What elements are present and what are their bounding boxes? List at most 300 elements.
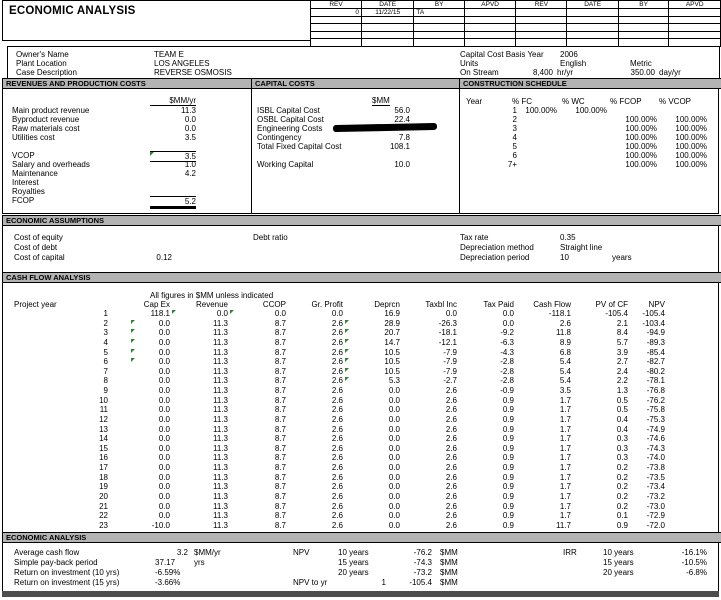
cashflow-cell[interactable]: 0.2	[616, 491, 628, 501]
cashflow-cell[interactable]: -85.4	[646, 347, 665, 357]
cashflow-cell[interactable]: -10.0	[151, 520, 170, 530]
construction-cell[interactable]: 100.00%	[625, 124, 657, 133]
cashflow-cell[interactable]: 8.7	[274, 453, 286, 463]
cashflow-cell[interactable]: 8.7	[274, 482, 286, 492]
cashflow-cell[interactable]: 0.0	[158, 482, 170, 492]
cashflow-cell[interactable]: -9.2	[500, 328, 514, 338]
cashflow-cell[interactable]: 0.0	[158, 376, 170, 386]
cashflow-cell[interactable]: 2.6	[445, 501, 457, 511]
cashflow-cell[interactable]: 11.3	[213, 386, 228, 396]
rev-cell[interactable]	[618, 24, 669, 31]
rev-cell[interactable]	[516, 17, 567, 24]
cashflow-cell[interactable]: 8.7	[274, 443, 286, 453]
npv-to-yr-value[interactable]: -105.4	[409, 578, 432, 587]
cashflow-cell[interactable]: 2.6	[331, 434, 343, 444]
cashflow-cell[interactable]: 1.3	[616, 386, 628, 396]
cashflow-cell[interactable]: 11.3	[213, 376, 228, 386]
cashflow-cell[interactable]: 8.7	[274, 357, 286, 367]
cashflow-cell[interactable]: 0.0	[158, 424, 170, 434]
cashflow-cell[interactable]: 0.0	[502, 309, 514, 318]
cashflow-cell[interactable]: 2.6	[331, 357, 343, 367]
rev-cell[interactable]: 0	[311, 9, 362, 17]
cashflow-cell[interactable]: 0.0	[158, 434, 170, 444]
construction-cell[interactable]: 6	[512, 151, 517, 160]
cashflow-cell[interactable]: 8.7	[274, 328, 286, 338]
cashflow-cell[interactable]: 0.0	[158, 472, 170, 482]
tax-rate-value[interactable]: 0.35	[560, 233, 576, 242]
rev-cell[interactable]	[414, 31, 465, 38]
cashflow-cell[interactable]: 118.1	[150, 309, 170, 318]
cashflow-cell[interactable]: 2.6	[331, 347, 343, 357]
cashflow-cell[interactable]: -74.6	[646, 434, 665, 444]
cashflow-cell[interactable]: 1.7	[559, 443, 571, 453]
economic-metric-value[interactable]: -3.66%	[155, 578, 181, 587]
cashflow-cell[interactable]: 0.0	[388, 414, 400, 424]
cashflow-cell[interactable]: 1.7	[559, 414, 571, 424]
revision-table[interactable]	[310, 0, 721, 47]
cashflow-cell[interactable]: 0.3	[616, 434, 628, 444]
revenues-row-value[interactable]: 4.2	[184, 169, 196, 178]
cashflow-cell[interactable]: 1.7	[559, 453, 571, 463]
cashflow-year[interactable]: 7	[103, 366, 108, 376]
cashflow-cell[interactable]: 1.7	[559, 424, 571, 434]
cashflow-cell[interactable]: 2.6	[445, 414, 457, 424]
cashflow-cell[interactable]: 0.0	[274, 309, 286, 318]
cashflow-cell[interactable]: 11.7	[556, 520, 571, 530]
cashflow-cell[interactable]: -73.2	[646, 491, 665, 501]
cashflow-cell[interactable]: 2.6	[445, 424, 457, 434]
cashflow-cell[interactable]: 0.9	[502, 491, 514, 501]
cashflow-cell[interactable]: 8.7	[274, 424, 286, 434]
cashflow-cell[interactable]: 8.4	[616, 328, 628, 338]
cashflow-cell[interactable]: 2.6	[331, 366, 343, 376]
cashflow-cell[interactable]: 2.6	[331, 453, 343, 463]
rev-cell[interactable]	[567, 24, 618, 31]
construction-cell[interactable]: 100.00%	[625, 142, 657, 151]
case-description-value[interactable]: REVERSE OSMOSIS	[154, 68, 232, 77]
cashflow-cell[interactable]: 2.6	[445, 482, 457, 492]
cashflow-cell[interactable]: 0.0	[158, 414, 170, 424]
cashflow-cell[interactable]: 0.0	[331, 309, 343, 318]
cashflow-cell[interactable]: 0.0	[158, 405, 170, 415]
cashflow-year[interactable]: 19	[99, 482, 108, 492]
cashflow-cell[interactable]: 8.7	[274, 337, 286, 347]
on-stream-days[interactable]: 350.00	[630, 68, 655, 77]
depreciation-period-value[interactable]: 10	[560, 253, 569, 262]
cashflow-cell[interactable]: 0.0	[388, 501, 400, 511]
cashflow-cell[interactable]: 8.7	[274, 395, 286, 405]
cashflow-cell[interactable]: 2.6	[331, 328, 343, 338]
rev-cell[interactable]: TA	[414, 9, 465, 17]
cashflow-cell[interactable]: 0.9	[616, 520, 628, 530]
revenues-row-value[interactable]: 1.0	[184, 160, 196, 169]
cashflow-cell[interactable]: 8.7	[274, 376, 286, 386]
cashflow-cell[interactable]: 11.3	[213, 328, 228, 338]
cashflow-cell[interactable]: -78.1	[646, 376, 665, 386]
cashflow-cell[interactable]: -89.3	[646, 337, 665, 347]
cashflow-cell[interactable]: 0.3	[616, 453, 628, 463]
cashflow-cell[interactable]: -74.9	[646, 424, 665, 434]
cashflow-cell[interactable]: -2.8	[500, 366, 514, 376]
cashflow-cell[interactable]: -7.9	[443, 357, 457, 367]
rev-cell[interactable]	[464, 17, 516, 24]
cashflow-cell[interactable]: 1.7	[559, 472, 571, 482]
rev-cell[interactable]	[464, 39, 516, 46]
cashflow-cell[interactable]: 1.7	[559, 395, 571, 405]
cashflow-cell[interactable]: -94.9	[646, 328, 665, 338]
cashflow-cell[interactable]: 0.0	[158, 366, 170, 376]
cashflow-cell[interactable]: 2.6	[445, 443, 457, 453]
rev-cell[interactable]	[516, 24, 567, 31]
rev-cell[interactable]	[464, 31, 516, 38]
cashflow-cell[interactable]: 11.3	[213, 395, 228, 405]
cashflow-cell[interactable]: 2.6	[331, 395, 343, 405]
rev-cell[interactable]	[516, 39, 567, 46]
cashflow-cell[interactable]: 0.9	[502, 482, 514, 492]
cashflow-cell[interactable]: 0.0	[158, 318, 170, 328]
cashflow-year[interactable]: 11	[99, 405, 108, 415]
revenues-row-value[interactable]: 11.3	[181, 106, 196, 115]
rev-cell[interactable]	[414, 39, 465, 46]
cashflow-cell[interactable]: 5.4	[559, 376, 571, 386]
cashflow-cell[interactable]: 0.0	[158, 395, 170, 405]
economic-metric-value[interactable]: -6.59%	[155, 568, 181, 577]
cashflow-cell[interactable]: 8.7	[274, 434, 286, 444]
construction-cell[interactable]: 100.00%	[675, 124, 707, 133]
rev-cell[interactable]	[669, 17, 721, 24]
cashflow-cell[interactable]: 14.7	[384, 337, 400, 347]
cashflow-cell[interactable]: 0.0	[388, 405, 400, 415]
cashflow-cell[interactable]: 2.2	[616, 376, 628, 386]
rev-cell[interactable]	[618, 17, 669, 24]
npv-value-20[interactable]: -73.2	[413, 568, 432, 577]
npv-value-15[interactable]: -74.3	[413, 558, 432, 567]
owners-name-value[interactable]: TEAM E	[154, 50, 184, 59]
cashflow-cell[interactable]: 0.0	[388, 443, 400, 453]
cashflow-cell[interactable]: -74.0	[646, 453, 665, 463]
cashflow-cell[interactable]: -26.3	[438, 318, 457, 328]
cashflow-cell[interactable]: -72.9	[646, 511, 665, 521]
cashflow-cell[interactable]: 5.7	[616, 337, 628, 347]
cashflow-cell[interactable]: 0.0	[158, 337, 170, 347]
rev-cell[interactable]	[362, 39, 414, 46]
cashflow-cell[interactable]: 0.9	[502, 405, 514, 415]
cashflow-cell[interactable]: 5.4	[559, 366, 571, 376]
cashflow-cell[interactable]: 0.0	[388, 395, 400, 405]
cashflow-cell[interactable]: 3.9	[616, 347, 628, 357]
construction-cell[interactable]: 2	[512, 115, 517, 124]
cashflow-cell[interactable]: 2.6	[445, 405, 457, 415]
construction-cell[interactable]: 100.00%	[625, 133, 657, 142]
cashflow-cell[interactable]: 11.3	[213, 520, 228, 530]
cashflow-cell[interactable]: 8.7	[274, 520, 286, 530]
rev-cell[interactable]	[567, 17, 618, 24]
construction-cell[interactable]: 1	[512, 106, 517, 115]
cashflow-cell[interactable]: 1.7	[559, 482, 571, 492]
cashflow-cell[interactable]: -73.8	[646, 463, 665, 473]
cashflow-cell[interactable]: 11.3	[213, 366, 228, 376]
rev-cell[interactable]	[669, 39, 721, 46]
cashflow-cell[interactable]: -103.4	[642, 318, 665, 328]
cashflow-cell[interactable]: 2.6	[331, 463, 343, 473]
cashflow-cell[interactable]: 8.7	[274, 414, 286, 424]
cashflow-year[interactable]: 1	[103, 309, 108, 318]
rev-cell[interactable]	[362, 24, 414, 31]
cashflow-cell[interactable]: 0.9	[502, 453, 514, 463]
revenues-row-value[interactable]: 0.0	[184, 115, 196, 124]
cashflow-cell[interactable]: 0.9	[502, 472, 514, 482]
cashflow-cell[interactable]: 0.9	[502, 434, 514, 444]
cashflow-cell[interactable]: 10.5	[384, 357, 400, 367]
cashflow-year[interactable]: 10	[99, 395, 108, 405]
rev-cell[interactable]	[567, 39, 618, 46]
cashflow-cell[interactable]: 0.0	[158, 443, 170, 453]
cashflow-cell[interactable]: 8.7	[274, 491, 286, 501]
cashflow-cell[interactable]: 2.1	[616, 318, 628, 328]
rev-cell[interactable]: 11/22/15	[362, 9, 414, 17]
cashflow-cell[interactable]: 0.0	[388, 491, 400, 501]
cashflow-cell[interactable]: 0.0	[445, 309, 457, 318]
npv-value-10[interactable]: -76.2	[413, 548, 432, 557]
cashflow-cell[interactable]: 8.7	[274, 386, 286, 396]
cashflow-cell[interactable]: 2.6	[331, 424, 343, 434]
cashflow-cell[interactable]: 2.6	[331, 337, 343, 347]
economic-metric-value[interactable]: 3.2	[176, 548, 188, 557]
cashflow-cell[interactable]: -6.3	[500, 337, 514, 347]
rev-cell[interactable]	[362, 17, 414, 24]
revenues-row-value[interactable]: 0.0	[184, 124, 196, 133]
cashflow-cell[interactable]: 1.7	[559, 463, 571, 473]
cashflow-cell[interactable]: -105.4	[605, 309, 628, 318]
cashflow-year[interactable]: 13	[99, 424, 108, 434]
rev-cell[interactable]	[311, 24, 362, 31]
cashflow-cell[interactable]: 0.4	[616, 424, 628, 434]
cashflow-cell[interactable]: -75.3	[646, 414, 665, 424]
cashflow-cell[interactable]: 2.6	[445, 434, 457, 444]
cashflow-cell[interactable]: 0.0	[216, 309, 228, 318]
cashflow-year[interactable]: 15	[99, 443, 108, 453]
cashflow-cell[interactable]: -80.2	[646, 366, 665, 376]
cashflow-year[interactable]: 9	[103, 386, 108, 396]
cashflow-year[interactable]: 6	[103, 357, 108, 367]
cashflow-cell[interactable]: 8.7	[274, 347, 286, 357]
rev-cell[interactable]	[669, 24, 721, 31]
cashflow-cell[interactable]: 0.0	[158, 491, 170, 501]
cashflow-cell[interactable]: -7.9	[443, 366, 457, 376]
cashflow-cell[interactable]: 0.0	[388, 386, 400, 396]
cashflow-cell[interactable]: -7.9	[443, 347, 457, 357]
cashflow-cell[interactable]: -2.8	[500, 357, 514, 367]
cashflow-cell[interactable]: 0.5	[616, 395, 628, 405]
cashflow-year[interactable]: 3	[103, 328, 108, 338]
construction-cell[interactable]: 100.00%	[625, 160, 657, 169]
capital-row-value[interactable]: 10.0	[394, 160, 410, 169]
cashflow-cell[interactable]: -72.0	[646, 520, 665, 530]
cashflow-cell[interactable]: 0.1	[616, 511, 628, 521]
construction-cell[interactable]: 3	[512, 124, 517, 133]
cashflow-cell[interactable]: 2.6	[445, 395, 457, 405]
cashflow-cell[interactable]: 2.6	[445, 520, 457, 530]
rev-cell[interactable]	[311, 17, 362, 24]
cashflow-cell[interactable]: 16.9	[384, 309, 400, 318]
cashflow-cell[interactable]: 0.0	[388, 453, 400, 463]
cashflow-cell[interactable]: -76.2	[646, 395, 665, 405]
cashflow-cell[interactable]: 10.5	[384, 366, 400, 376]
cashflow-cell[interactable]: 2.6	[331, 520, 343, 530]
rev-cell[interactable]	[414, 17, 465, 24]
cashflow-cell[interactable]: 6.8	[559, 347, 571, 357]
cashflow-cell[interactable]: 2.6	[445, 472, 457, 482]
cashflow-cell[interactable]: 0.9	[502, 520, 514, 530]
cashflow-cell[interactable]: 0.0	[388, 511, 400, 521]
rev-cell[interactable]	[516, 31, 567, 38]
construction-cell[interactable]: 100.00%	[675, 115, 707, 124]
cashflow-cell[interactable]: -74.3	[646, 443, 665, 453]
construction-cell[interactable]: 7+	[507, 160, 517, 169]
cashflow-year[interactable]: 2	[103, 318, 108, 328]
cashflow-cell[interactable]: 2.6	[331, 386, 343, 396]
npv-to-yr[interactable]: 1	[381, 578, 386, 587]
cashflow-cell[interactable]: 0.2	[616, 472, 628, 482]
cashflow-cell[interactable]: 2.6	[331, 376, 343, 386]
revenues-row-value[interactable]: 3.5	[150, 151, 196, 162]
cashflow-cell[interactable]: 10.5	[384, 347, 400, 357]
cashflow-cell[interactable]: 0.0	[158, 386, 170, 396]
cashflow-cell[interactable]: 2.6	[331, 482, 343, 492]
construction-cell[interactable]: 100.00%	[625, 151, 657, 160]
rev-cell[interactable]	[414, 24, 465, 31]
cashflow-cell[interactable]: 0.3	[616, 443, 628, 453]
cashflow-cell[interactable]: 2.6	[331, 318, 343, 328]
cashflow-cell[interactable]: 0.5	[616, 405, 628, 415]
cashflow-cell[interactable]: 0.0	[158, 453, 170, 463]
cashflow-cell[interactable]: 3.5	[559, 386, 571, 396]
cashflow-cell[interactable]: 8.7	[274, 405, 286, 415]
cashflow-cell[interactable]: 8.7	[274, 501, 286, 511]
cashflow-cell[interactable]: -118.1	[548, 309, 571, 318]
cashflow-cell[interactable]: 8.7	[274, 318, 286, 328]
rev-cell[interactable]	[567, 31, 618, 38]
cashflow-cell[interactable]: 11.3	[213, 511, 228, 521]
rev-cell[interactable]	[669, 31, 721, 38]
rev-cell[interactable]	[464, 24, 516, 31]
cashflow-cell[interactable]: 1.7	[559, 491, 571, 501]
cashflow-cell[interactable]: -4.3	[500, 347, 514, 357]
cashflow-cell[interactable]: 11.3	[213, 414, 228, 424]
cashflow-cell[interactable]: 8.7	[274, 511, 286, 521]
cashflow-year[interactable]: 14	[99, 434, 108, 444]
cashflow-cell[interactable]: 0.0	[502, 318, 514, 328]
cashflow-cell[interactable]: 2.6	[445, 511, 457, 521]
capital-row-value[interactable]: 22.4	[394, 115, 410, 124]
construction-cell[interactable]: 100.00%	[675, 151, 707, 160]
cashflow-cell[interactable]: -12.1	[438, 337, 457, 347]
cashflow-year[interactable]: 12	[99, 414, 108, 424]
rev-cell[interactable]	[464, 9, 516, 17]
construction-cell[interactable]: 100.00%	[675, 133, 707, 142]
cashflow-year[interactable]: 8	[103, 376, 108, 386]
rev-cell[interactable]	[669, 9, 721, 17]
cashflow-cell[interactable]: 2.6	[331, 472, 343, 482]
capital-row-value[interactable]: 7.8	[398, 133, 410, 142]
cashflow-cell[interactable]: 0.2	[616, 482, 628, 492]
cashflow-cell[interactable]: 28.9	[384, 318, 400, 328]
cashflow-cell[interactable]: -2.7	[443, 376, 457, 386]
construction-cell[interactable]: 100.00%	[675, 160, 707, 169]
irr-value-20[interactable]: -6.8%	[686, 568, 707, 577]
cashflow-cell[interactable]: 1.7	[559, 434, 571, 444]
cashflow-year[interactable]: 5	[103, 347, 108, 357]
cashflow-cell[interactable]: 2.6	[445, 463, 457, 473]
cashflow-cell[interactable]: 0.0	[158, 328, 170, 338]
cashflow-cell[interactable]: 2.6	[331, 501, 343, 511]
cashflow-year[interactable]: 22	[99, 511, 108, 521]
cashflow-cell[interactable]: 8.9	[559, 337, 571, 347]
cashflow-cell[interactable]: 2.6	[331, 511, 343, 521]
cashflow-cell[interactable]: 0.0	[388, 472, 400, 482]
on-stream-hours[interactable]: 8,400	[532, 68, 553, 77]
cashflow-cell[interactable]: 8.7	[274, 463, 286, 473]
cashflow-cell[interactable]: 0.0	[388, 463, 400, 473]
cashflow-cell[interactable]: 11.3	[213, 491, 228, 501]
cashflow-cell[interactable]: 0.9	[502, 511, 514, 521]
cashflow-year[interactable]: 16	[99, 453, 108, 463]
construction-cell[interactable]: 5	[512, 142, 517, 151]
cashflow-cell[interactable]: 2.6	[331, 414, 343, 424]
rev-cell[interactable]	[567, 9, 618, 17]
cashflow-cell[interactable]: 11.3	[213, 463, 228, 473]
rev-cell[interactable]	[311, 31, 362, 38]
rev-cell[interactable]	[311, 39, 362, 46]
cashflow-cell[interactable]: 0.9	[502, 443, 514, 453]
plant-location-value[interactable]: LOS ANGELES	[154, 59, 210, 68]
construction-cell[interactable]: 100.00%	[525, 106, 557, 115]
cashflow-cell[interactable]: 0.0	[158, 357, 170, 367]
cashflow-cell[interactable]: -0.9	[500, 386, 514, 396]
capital-row-value[interactable]: 108.1	[389, 142, 410, 151]
cashflow-cell[interactable]: 2.6	[445, 453, 457, 463]
cashflow-cell[interactable]: 11.3	[213, 357, 228, 367]
cashflow-cell[interactable]: -2.8	[500, 376, 514, 386]
cashflow-cell[interactable]: 0.9	[502, 463, 514, 473]
irr-value-15[interactable]: -10.5%	[681, 558, 707, 567]
cashflow-cell[interactable]: 11.3	[213, 337, 228, 347]
cashflow-year[interactable]: 17	[99, 463, 108, 473]
rev-cell[interactable]	[618, 39, 669, 46]
cashflow-cell[interactable]: 11.3	[213, 472, 228, 482]
cashflow-cell[interactable]: 0.0	[158, 347, 170, 357]
cashflow-cell[interactable]: 0.0	[388, 482, 400, 492]
cashflow-cell[interactable]: 20.7	[384, 328, 400, 338]
construction-cell[interactable]: 100.00%	[575, 106, 607, 115]
cashflow-cell[interactable]: 2.6	[331, 443, 343, 453]
revenues-row-value[interactable]: 5.2	[150, 196, 196, 207]
cashflow-cell[interactable]: 2.6	[559, 318, 571, 328]
cashflow-cell[interactable]: 0.0	[158, 463, 170, 473]
cashflow-cell[interactable]: 0.9	[502, 501, 514, 511]
cashflow-cell[interactable]: 0.9	[502, 424, 514, 434]
construction-cell[interactable]: 4	[512, 133, 517, 142]
construction-cell[interactable]: 100.00%	[625, 115, 657, 124]
cashflow-cell[interactable]: 11.3	[213, 347, 228, 357]
cashflow-cell[interactable]: 11.8	[556, 328, 571, 338]
cashflow-cell[interactable]: -18.1	[438, 328, 457, 338]
cashflow-cell[interactable]: -82.7	[646, 357, 665, 367]
cashflow-cell[interactable]: 2.4	[616, 366, 628, 376]
cashflow-year[interactable]: 21	[99, 501, 108, 511]
cashflow-cell[interactable]: 8.7	[274, 472, 286, 482]
rev-cell[interactable]	[618, 9, 669, 17]
